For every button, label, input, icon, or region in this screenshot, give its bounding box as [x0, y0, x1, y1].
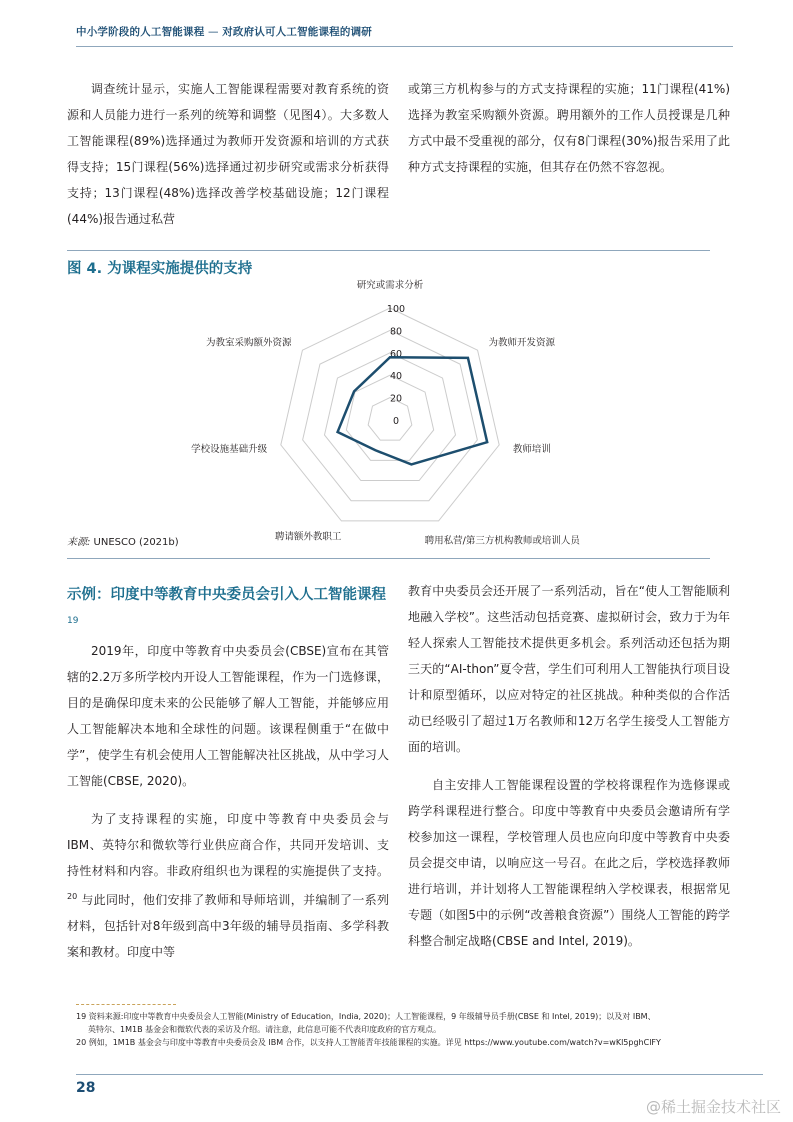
radar-tick-label: 20: [389, 393, 403, 405]
page-number: 28: [76, 1080, 96, 1096]
radar-axis-label: 为教室采购额外资源: [205, 337, 292, 349]
radar-tick-label: 60: [389, 348, 403, 360]
radar-tick-label: 80: [389, 326, 403, 338]
example-heading: [67, 582, 387, 638]
footnote-20: 20 例如，1M1B 基金会与印度中等教育中央委员会及 IBM 合作，以支持人工智能青年技能课程的实施。详见 https://www.youtube.com/watch?v=wKl5pghClFY: [76, 1038, 661, 1047]
example-heading-footnote-ref: 19: [67, 616, 79, 626]
footnote-ref-20: 20: [67, 892, 78, 901]
footnotes: [76, 1010, 726, 1049]
watermark: @稀土掘金技术社区: [645, 1098, 781, 1116]
header-separator: —: [204, 26, 223, 38]
example-paragraph-2-text-a: 为了支持课程的实施，印度中等教育中央委员会与IBM、英特尔和微软等行业供应商合作，共同开发培训、支持性材料和内容。非政府组织也为课程的实施提供了支持。: [67, 812, 389, 878]
radar-axis-label: 聘请额外教职工: [274, 531, 342, 543]
radar-gridline-100: [281, 308, 499, 521]
intro-left-paragraph: 调查统计显示，实施人工智能课程需要对教育系统的资源和人员能力进行一系列的统筹和调整（见图4）。大多数人工智能课程(89%)选择通过为教师开发资源和培训的方式获得支持；15门课程(56%)选择通过初步研究或需求分析获得支持；13门课程(48%)选择改善学校基础设施；12门课程(44%)报告通过私营: [67, 82, 389, 226]
example-paragraph-2: [67, 806, 389, 965]
example-paragraph-4: 自主安排人工智能课程设置的学校将课程作为选修课或跨学科课程进行整合。印度中等教育中央委员会邀请所有学校参加这一课程，学校管理人员也应向印度中等教育中央委员会提交申请，以响应这一号召。在此之后，学校选择教师进行培训，并计划将人工智能课程纳入学校课表，根据常见专题（如图5中的示例“改善粮食资源”）围绕人工智能的跨学科整合制定战略(CBSE and Intel, 2019)。: [408, 778, 730, 948]
footer-rule: [76, 1074, 763, 1075]
header-subtitle: 对政府认可人工智能课程的调研: [222, 26, 372, 38]
source-text: UNESCO (2021b): [90, 537, 179, 548]
header-title: 中小学阶段的人工智能课程: [76, 26, 205, 38]
figure-bottom-rule: [67, 558, 710, 559]
example-right-column: [408, 578, 730, 966]
example-paragraph-2-text-b: 与此同时，他们安排了教师和导师培训，并编制了一系列材料，包括针对8年级到高中3年级的辅导员指南、多学科教案和教材。印度中等: [67, 893, 389, 959]
radar-axis-label: 为教师开发资源: [488, 337, 556, 349]
radar-grid: [281, 308, 499, 521]
radar-ticks: [387, 304, 405, 427]
example-paragraph-3: 教育中央委员会还开展了一系列活动，旨在“使人工智能顺利地融入学校”。这些活动包括竞赛、虚拟研讨会，致力于为年轻人探索人工智能技术提供更多机会。系列活动还包括为期三天的“AI-thon”夏令营，学生们可利用人工智能执行项目设计和原型循环，以应对特定的社区挑战。种种类似的合作活动已经吸引了超过1万名教师和12万名学生接受人工智能方面的培训。: [408, 584, 730, 754]
source-label: 来源:: [67, 537, 91, 548]
radar-chart: [0, 0, 793, 560]
footnote-rule: [76, 1004, 176, 1005]
radar-tick-label: 100: [386, 304, 406, 315]
radar-series: [338, 357, 488, 464]
radar-axis-label: 聘用私营/第三方机构教师或培训人员: [424, 535, 580, 547]
footnote-19-line-2: 英特尔、1M1B 基金会和微软代表的采访及介绍。请注意，此信息可能不代表印度政府的官方观点。: [88, 1025, 442, 1034]
example-left-column: [67, 638, 389, 977]
footnote-19-line-1: 19 资料来源:印度中等教育中央委员会人工智能(Ministry of Education，India, 2020)；人工智能课程，9 年级辅导员手册(CBSE 和 Intel, 2019)；以及对 IBM、: [76, 1012, 656, 1021]
radar-tick-label: 40: [389, 371, 403, 383]
example-heading-text: 示例：印度中等教育中央委员会引入人工智能课程: [67, 587, 386, 603]
radar-axis-label: 教师培训: [512, 444, 551, 456]
example-paragraph-1: 2019年，印度中等教育中央委员会(CBSE)宣布在其管辖的2.2万多所学校内开设人工智能课程，作为一门选修课，目的是确保印度未来的公民能够了解人工智能，并能够应用人工智能解决本地和全球性的问题。该课程侧重于“在做中学”，使学生有机会使用人工智能解决社区挑战，从中学习人工智能(CBSE, 2020)。: [67, 644, 389, 788]
radar-tick-label: 0: [392, 416, 400, 427]
radar-axis-label: 学校设施基础升级: [191, 444, 268, 456]
figure-source: [67, 533, 179, 548]
radar-series-polygon: [338, 357, 488, 464]
figure-title: 图 4. 为课程实施提供的支持: [67, 261, 253, 277]
intro-right-paragraph: 或第三方机构参与的方式支持课程的实施；11门课程(41%)选择为教室采购额外资源。聘用额外的工作人员授课是几种方式中最不受重视的部分，仅有8门课程(30%)报告采用了此种方式支持课程的实施，但其存在仍然不容忽视。: [408, 82, 730, 174]
radar-axis-label: 研究或需求分析: [356, 280, 424, 291]
radar-axis-labels: [191, 279, 581, 547]
